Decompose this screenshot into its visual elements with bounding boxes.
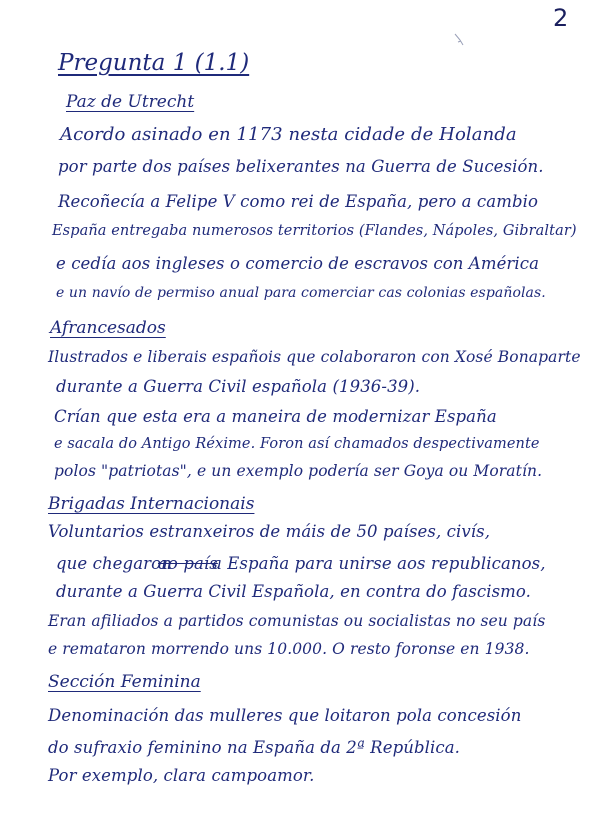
text-line: e un navío de permiso anual para comerciar cas colonias españolas. — [56, 285, 546, 301]
text-line: España entregaba numerosos territorios (Flandes, Nápoles, Gibraltar) — [52, 223, 577, 239]
section-heading-afrancesados: Afrancesados — [50, 318, 166, 338]
text-line: Crían que esta era a maneira de modernizar España — [54, 407, 497, 426]
text-line: Acordo asinado en 1173 nesta cidade de Holanda — [60, 124, 517, 145]
text-line: Eran afiliados a partidos comunistas ou socialistas no seu país — [48, 612, 546, 630]
text-line: e remataron morrendo uns 10.000. O resto foronse en 1938. — [48, 640, 530, 658]
section-heading-brigadas: Brigadas Internacionais — [48, 494, 255, 514]
text-line: Ilustrados e liberais españois que colaboraron con Xosé Bonaparte — [48, 348, 581, 366]
text-line: Por exemplo, clara campoamor. — [48, 766, 315, 785]
text-line: Denominación das mulleres que loitaron pola concesión — [48, 706, 522, 725]
text-line: e sacala do Antigo Réxime. Foron así chamados despectivamente — [54, 436, 540, 452]
text-line: e cedía aos ingleses o comercio de escravos con América — [56, 254, 540, 273]
text-line: durante a Guerra Civil Española, en contra do fascismo. — [56, 582, 532, 601]
text-line: polos "patriotas", e un exemplo podería ser Goya ou Moratín. — [54, 462, 543, 480]
section-heading-seccion-feminina: Sección Feminina — [48, 672, 201, 692]
text-line: por parte dos países belixerantes na Guerra de Sucesión. — [58, 157, 544, 176]
page-number: 2 — [553, 4, 569, 32]
text-line: Voluntarios estranxeiros de máis de 50 países, civís, — [48, 522, 491, 541]
text-line: Recoñecía a Felipe V como rei de España, pero a cambio — [58, 192, 539, 211]
section-heading-utrecht: Paz de Utrecht — [66, 92, 195, 112]
text-line: que chegaron — [56, 554, 172, 573]
struck-out-text: ao país — [158, 554, 218, 573]
text-line: do sufraxio feminino na España da 2ª República. — [48, 738, 461, 757]
text-line: durante a Guerra Civil española (1936-39). — [56, 377, 421, 396]
text-line: a España para unirse aos republicanos, — [212, 554, 546, 573]
question-title: Pregunta 1 (1.1) — [58, 50, 250, 76]
stray-pen-mark — [452, 32, 466, 48]
